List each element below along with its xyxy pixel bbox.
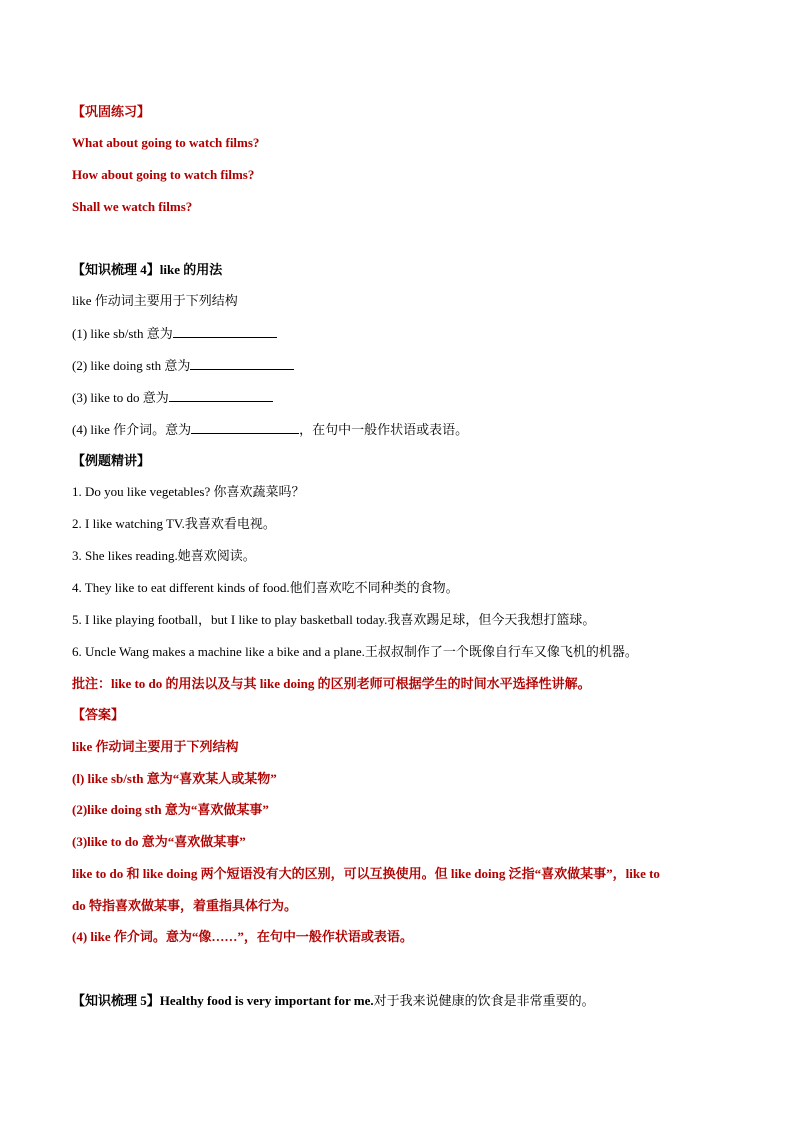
consolidation-line: Shall we watch films? (72, 199, 193, 214)
knowledge4-item (72, 420, 468, 439)
answer-line: (l) like sb/sth 意为“喜欢某人或某物” (72, 771, 277, 786)
example-line: 6. Uncle Wang makes a machine like a bike and a plane.王叔叔制作了一个既像自行车又像飞机的机器。 (72, 644, 638, 659)
answer-blank (191, 420, 299, 434)
answer-blank (173, 324, 277, 338)
answer-line: do 特指喜欢做某事，着重指具体行为。 (72, 898, 297, 913)
examples-heading: 【例题精讲】 (72, 453, 151, 468)
knowledge5-heading-en: 【知识梳理 5】Healthy food is very important for me. (72, 993, 374, 1008)
consolidation-line: How about going to watch films? (72, 167, 255, 182)
teacher-note: 批注：like to do 的用法以及与其 like doing 的区别老师可根据学生的时间水平选择性讲解。 (72, 676, 591, 691)
knowledge4-item (72, 388, 273, 407)
knowledge4-intro: like 作动词主要用于下列结构 (72, 293, 238, 308)
answer-line: like 作动词主要用于下列结构 (72, 739, 239, 754)
answer-line: (4) like 作介词。意为“像……”，在句中一般作状语或表语。 (72, 929, 413, 944)
answer-blank (169, 388, 273, 402)
answer-line: (3)like to do 意为“喜欢做某事” (72, 834, 246, 849)
item-text: (3) like to do 意为 (72, 390, 169, 405)
answer-line: like to do 和 like doing 两个短语没有大的区别，可以互换使用。但 like doing 泛指“喜欢做某事”，like to (72, 866, 660, 881)
answer-heading: 【答案】 (72, 707, 125, 722)
example-line: 1. Do you like vegetables? 你喜欢蔬菜吗？ (72, 484, 305, 499)
example-line: 5. I like playing football，but I like to play basketball today.我喜欢踢足球，但今天我想打篮球。 (72, 612, 596, 627)
knowledge4-heading: 【知识梳理 4】like 的用法 (72, 262, 223, 277)
item-text: (1) like sb/sth 意为 (72, 326, 173, 341)
item-text: (4) like 作介词。意为 (72, 422, 192, 437)
knowledge4-item (72, 356, 294, 375)
item-text: (2) like doing sth 意为 (72, 358, 191, 373)
knowledge5-heading-cn: 对于我来说健康的饮食是非常重要的。 (373, 993, 595, 1008)
answer-line: (2)like doing sth 意为“喜欢做某事” (72, 802, 269, 817)
consolidation-heading: 【巩固练习】 (72, 104, 151, 119)
answer-blank (190, 356, 294, 370)
consolidation-line: What about going to watch films? (72, 135, 260, 150)
example-line: 3. She likes reading.她喜欢阅读。 (72, 548, 256, 563)
knowledge5-heading (72, 992, 595, 1010)
example-line: 4. They like to eat different kinds of food.他们喜欢吃不同种类的食物。 (72, 580, 459, 595)
knowledge4-item (72, 324, 277, 343)
example-line: 2. I like watching TV.我喜欢看电视。 (72, 516, 276, 531)
item-suffix: ，在句中一般作状语或表语。 (299, 422, 469, 437)
